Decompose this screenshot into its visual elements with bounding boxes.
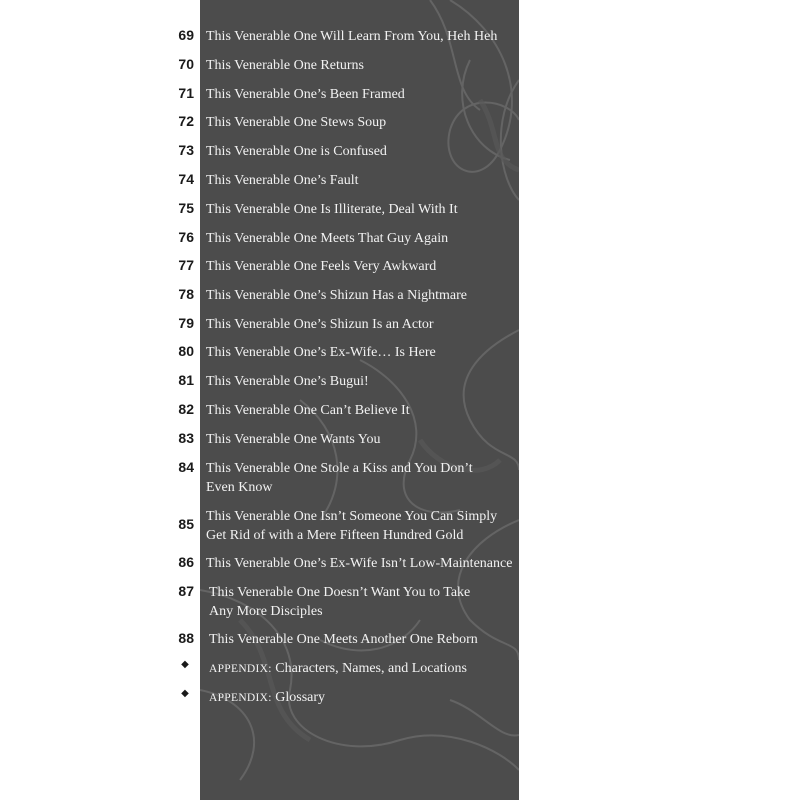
chapter-title[interactable]: This Venerable One’s Shizun Is an Actor [206, 317, 434, 332]
chapter-title-line-2: Get Rid of with a Mere Fifteen Hundred Gold [206, 528, 464, 543]
chapter-title[interactable]: This Venerable One’s Ex-Wife Isn’t Low-Maintenance [206, 556, 513, 571]
chapter-title[interactable] [209, 583, 519, 621]
appendix-name: Characters, Names, and Locations [275, 661, 467, 676]
chapter-title[interactable]: This Venerable One’s Shizun Has a Nightmare [206, 288, 468, 303]
chapter-title[interactable]: This Venerable One Meets That Guy Again [206, 231, 449, 246]
chapter-title-line-2: Even Know [206, 480, 273, 495]
chapter-title-line-1: This Venerable One Isn’t Someone You Can Simply [206, 509, 498, 524]
chapter-number: 86 [178, 554, 194, 570]
chapter-title[interactable]: This Venerable One Wants You [206, 432, 381, 447]
chapter-title[interactable]: This Venerable One’s Bugui! [206, 374, 369, 389]
chapter-title-line-1: This Venerable One Stole a Kiss and You Don’t [206, 461, 473, 476]
appendix-title[interactable] [209, 659, 519, 679]
chapter-number: 73 [178, 142, 194, 158]
chapter-number: 80 [178, 343, 194, 359]
chapter-title[interactable]: This Venerable One’s Fault [206, 173, 359, 188]
chapter-number: 84 [178, 459, 194, 475]
chapter-number: 77 [178, 257, 194, 273]
chapter-number: 70 [178, 56, 194, 72]
chapter-number: 82 [178, 401, 194, 417]
appendix-title[interactable] [209, 688, 519, 708]
appendix-name: Glossary [275, 690, 326, 705]
chapter-number: 78 [178, 286, 194, 302]
chapter-number: 85 [178, 516, 194, 532]
chapter-number: 69 [178, 27, 194, 43]
diamond-bullet-icon: ◆ [181, 688, 189, 699]
chapter-title[interactable] [206, 459, 516, 497]
chapter-title[interactable]: This Venerable One Feels Very Awkward [206, 259, 437, 274]
chapter-title[interactable]: This Venerable One Is Illiterate, Deal With It [206, 202, 458, 217]
appendix-prefix: APPENDIX: [209, 663, 272, 675]
chapter-number: 75 [178, 200, 194, 216]
chapter-title[interactable]: This Venerable One’s Ex-Wife… Is Here [206, 345, 436, 360]
chapter-title-line-2: Any More Disciples [209, 604, 323, 619]
chapter-number: 87 [178, 583, 194, 599]
chapter-number: 88 [178, 630, 194, 646]
chapter-title[interactable]: This Venerable One Can’t Believe It [206, 403, 410, 418]
chapter-title[interactable]: This Venerable One Returns [206, 58, 364, 73]
chapter-title[interactable]: This Venerable One Meets Another One Reborn [209, 632, 478, 647]
chapter-title-line-1: This Venerable One Doesn’t Want You to Take [209, 585, 471, 600]
chapter-title[interactable] [206, 507, 516, 545]
chapter-number: 74 [178, 171, 194, 187]
diamond-bullet-icon: ◆ [181, 659, 189, 670]
chapter-number: 71 [178, 85, 194, 101]
chapter-number: 81 [178, 372, 194, 388]
chapter-title[interactable]: This Venerable One’s Been Framed [206, 87, 405, 102]
chapter-title[interactable]: This Venerable One Stews Soup [206, 115, 387, 130]
appendix-prefix: APPENDIX: [209, 692, 272, 704]
chapter-number: 76 [178, 229, 194, 245]
chapter-number: 79 [178, 315, 194, 331]
chapter-number: 72 [178, 113, 194, 129]
chapter-title[interactable]: This Venerable One is Confused [206, 144, 387, 159]
chapter-title[interactable]: This Venerable One Will Learn From You, Heh Heh [206, 29, 498, 44]
chapter-number: 83 [178, 430, 194, 446]
